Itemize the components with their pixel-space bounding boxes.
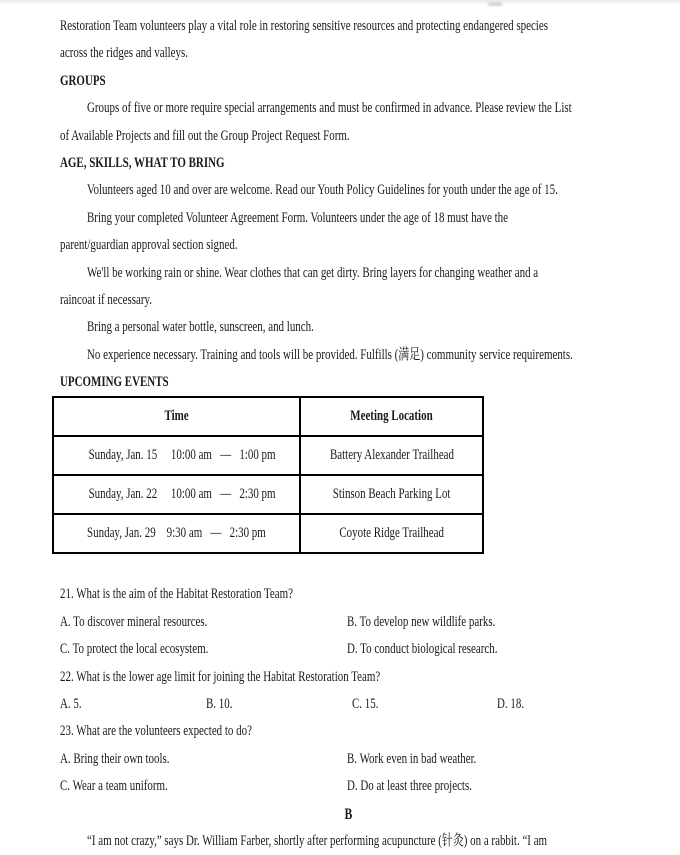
table-header-row	[53, 397, 483, 436]
section-heading-text: UPCOMING EVENTS	[60, 374, 169, 391]
event-row	[53, 475, 483, 514]
option-text: D. 18.	[497, 696, 525, 713]
question-23-options-row	[60, 773, 636, 800]
passage-line	[60, 177, 636, 204]
option-21-a	[60, 609, 347, 636]
passage-line-text: Bring your completed Volunteer Agreement Form. Volunteers under the age of 18 must have the	[87, 209, 508, 226]
passage-line-text: of Available Projects and fill out the Group Project Request Form.	[60, 127, 350, 144]
table-header-time	[53, 397, 300, 436]
event-location-text: Stinson Beach Parking Lot	[332, 486, 451, 503]
option-text: B. To develop new wildlife parks.	[347, 613, 496, 630]
option-21-c	[60, 636, 347, 663]
spacer	[60, 554, 636, 581]
event-location-cell	[300, 436, 483, 475]
question-21-options-row	[60, 609, 636, 636]
question-21-options-row	[60, 636, 636, 663]
option-text: C. To protect the local ecosystem.	[60, 641, 209, 658]
passage-line-text: Restoration Team volunteers play a vital role in restoring sensitive resources and protecting endangered species	[60, 18, 548, 34]
question-text: 23. What are the volunteers expected to do?	[60, 723, 252, 740]
option-21-d	[347, 636, 553, 663]
option-text: D. Do at least three projects.	[347, 778, 472, 795]
event-row	[53, 514, 483, 553]
section-heading-text: AGE, SKILLS, WHAT TO BRING	[60, 154, 225, 171]
event-time-cell	[53, 475, 300, 514]
passage-line-text: parent/guardian approval section signed.	[60, 237, 238, 254]
passage-b-line-text: “I am not crazy,” says Dr. William Farber, shortly after performing acupuncture (针灸) on a rabbit. “I am	[87, 832, 548, 849]
option-text: B. Work even in bad weather.	[347, 750, 477, 767]
question-23-text	[60, 718, 636, 745]
passage-line	[60, 314, 636, 341]
passage-line	[60, 287, 636, 314]
scan-artifact-smudge	[488, 2, 502, 6]
option-23-a	[60, 746, 347, 773]
passage-b-line	[60, 828, 636, 855]
passage-line-text: No experience necessary. Training and tools will be provided. Fulfills (满足) community service requirements.	[87, 346, 573, 363]
question-22-options-row	[60, 691, 636, 718]
passage-line	[60, 13, 636, 40]
option-23-c	[60, 773, 347, 800]
upcoming-events-table	[52, 396, 484, 554]
option-23-d	[347, 773, 518, 800]
event-time-text: Sunday, Jan. 15 10:00 am — 1:00 pm	[88, 447, 276, 464]
question-22-text	[60, 664, 636, 691]
passage-line-text: Groups of five or more require special arrangements and must be confirmed in advance. Please review the List	[87, 100, 572, 117]
section-b-label-text: B	[344, 805, 352, 823]
section-heading-upcoming-events	[60, 369, 636, 396]
option-text: A. Bring their own tools.	[60, 750, 170, 767]
passage-line-text: Volunteers aged 10 and over are welcome. Read our Youth Policy Guidelines for youth under the age of 15.	[87, 182, 558, 199]
event-time-text: Sunday, Jan. 22 10:00 am — 2:30 pm	[88, 486, 276, 503]
passage-line	[60, 40, 636, 67]
option-text: A. 5.	[60, 696, 82, 713]
passage-line-text: We'll be working rain or shine. Wear clothes that can get dirty. Bring layers for changing weather and a	[87, 264, 539, 281]
table-header-location-text: Meeting Location	[350, 408, 433, 425]
section-heading-groups	[60, 68, 636, 95]
scan-artifact-top	[0, 0, 680, 5]
event-time-cell	[53, 514, 300, 553]
option-22-a	[60, 691, 206, 718]
event-location-cell	[300, 475, 483, 514]
passage-line-text: raincoat if necessary.	[60, 291, 153, 308]
option-text: C. Wear a team uniform.	[60, 778, 168, 795]
option-21-b	[347, 609, 550, 636]
passage-line	[60, 232, 636, 259]
passage-line-text: Bring a personal water bottle, sunscreen, and lunch.	[87, 319, 314, 336]
option-23-b	[347, 746, 524, 773]
passage-line	[60, 260, 636, 287]
option-22-c	[352, 691, 497, 718]
table-header-location	[300, 397, 483, 436]
section-heading-age-skills	[60, 150, 636, 177]
event-location-cell	[300, 514, 483, 553]
passage-line	[60, 123, 636, 150]
passage-line	[60, 205, 636, 232]
question-21-text	[60, 581, 636, 608]
option-text: C. 15.	[352, 696, 379, 713]
option-text: D. To conduct biological research.	[347, 641, 498, 658]
section-heading-text: GROUPS	[60, 72, 106, 89]
option-22-b	[206, 691, 352, 718]
question-23-options-row	[60, 746, 636, 773]
passage-line	[60, 342, 636, 369]
event-location-text: Battery Alexander Trailhead	[329, 447, 454, 464]
event-location-text: Coyote Ridge Trailhead	[339, 525, 444, 542]
option-22-d	[497, 691, 534, 718]
event-time-text: Sunday, Jan. 29 9:30 am — 2:30 pm	[87, 525, 266, 542]
question-text: 21. What is the aim of the Habitat Restoration Team?	[60, 586, 293, 603]
passage-line-text: across the ridges and valleys.	[60, 45, 189, 62]
event-time-cell	[53, 436, 300, 475]
event-row	[53, 436, 483, 475]
option-text: B. 10.	[206, 696, 233, 713]
passage-line	[60, 95, 636, 122]
question-text: 22. What is the lower age limit for joining the Habitat Restoration Team?	[60, 668, 381, 685]
page-content	[60, 13, 636, 855]
table-header-time-text: Time	[164, 408, 189, 425]
option-text: A. To discover mineral resources.	[60, 613, 208, 630]
section-b-label	[60, 801, 636, 828]
